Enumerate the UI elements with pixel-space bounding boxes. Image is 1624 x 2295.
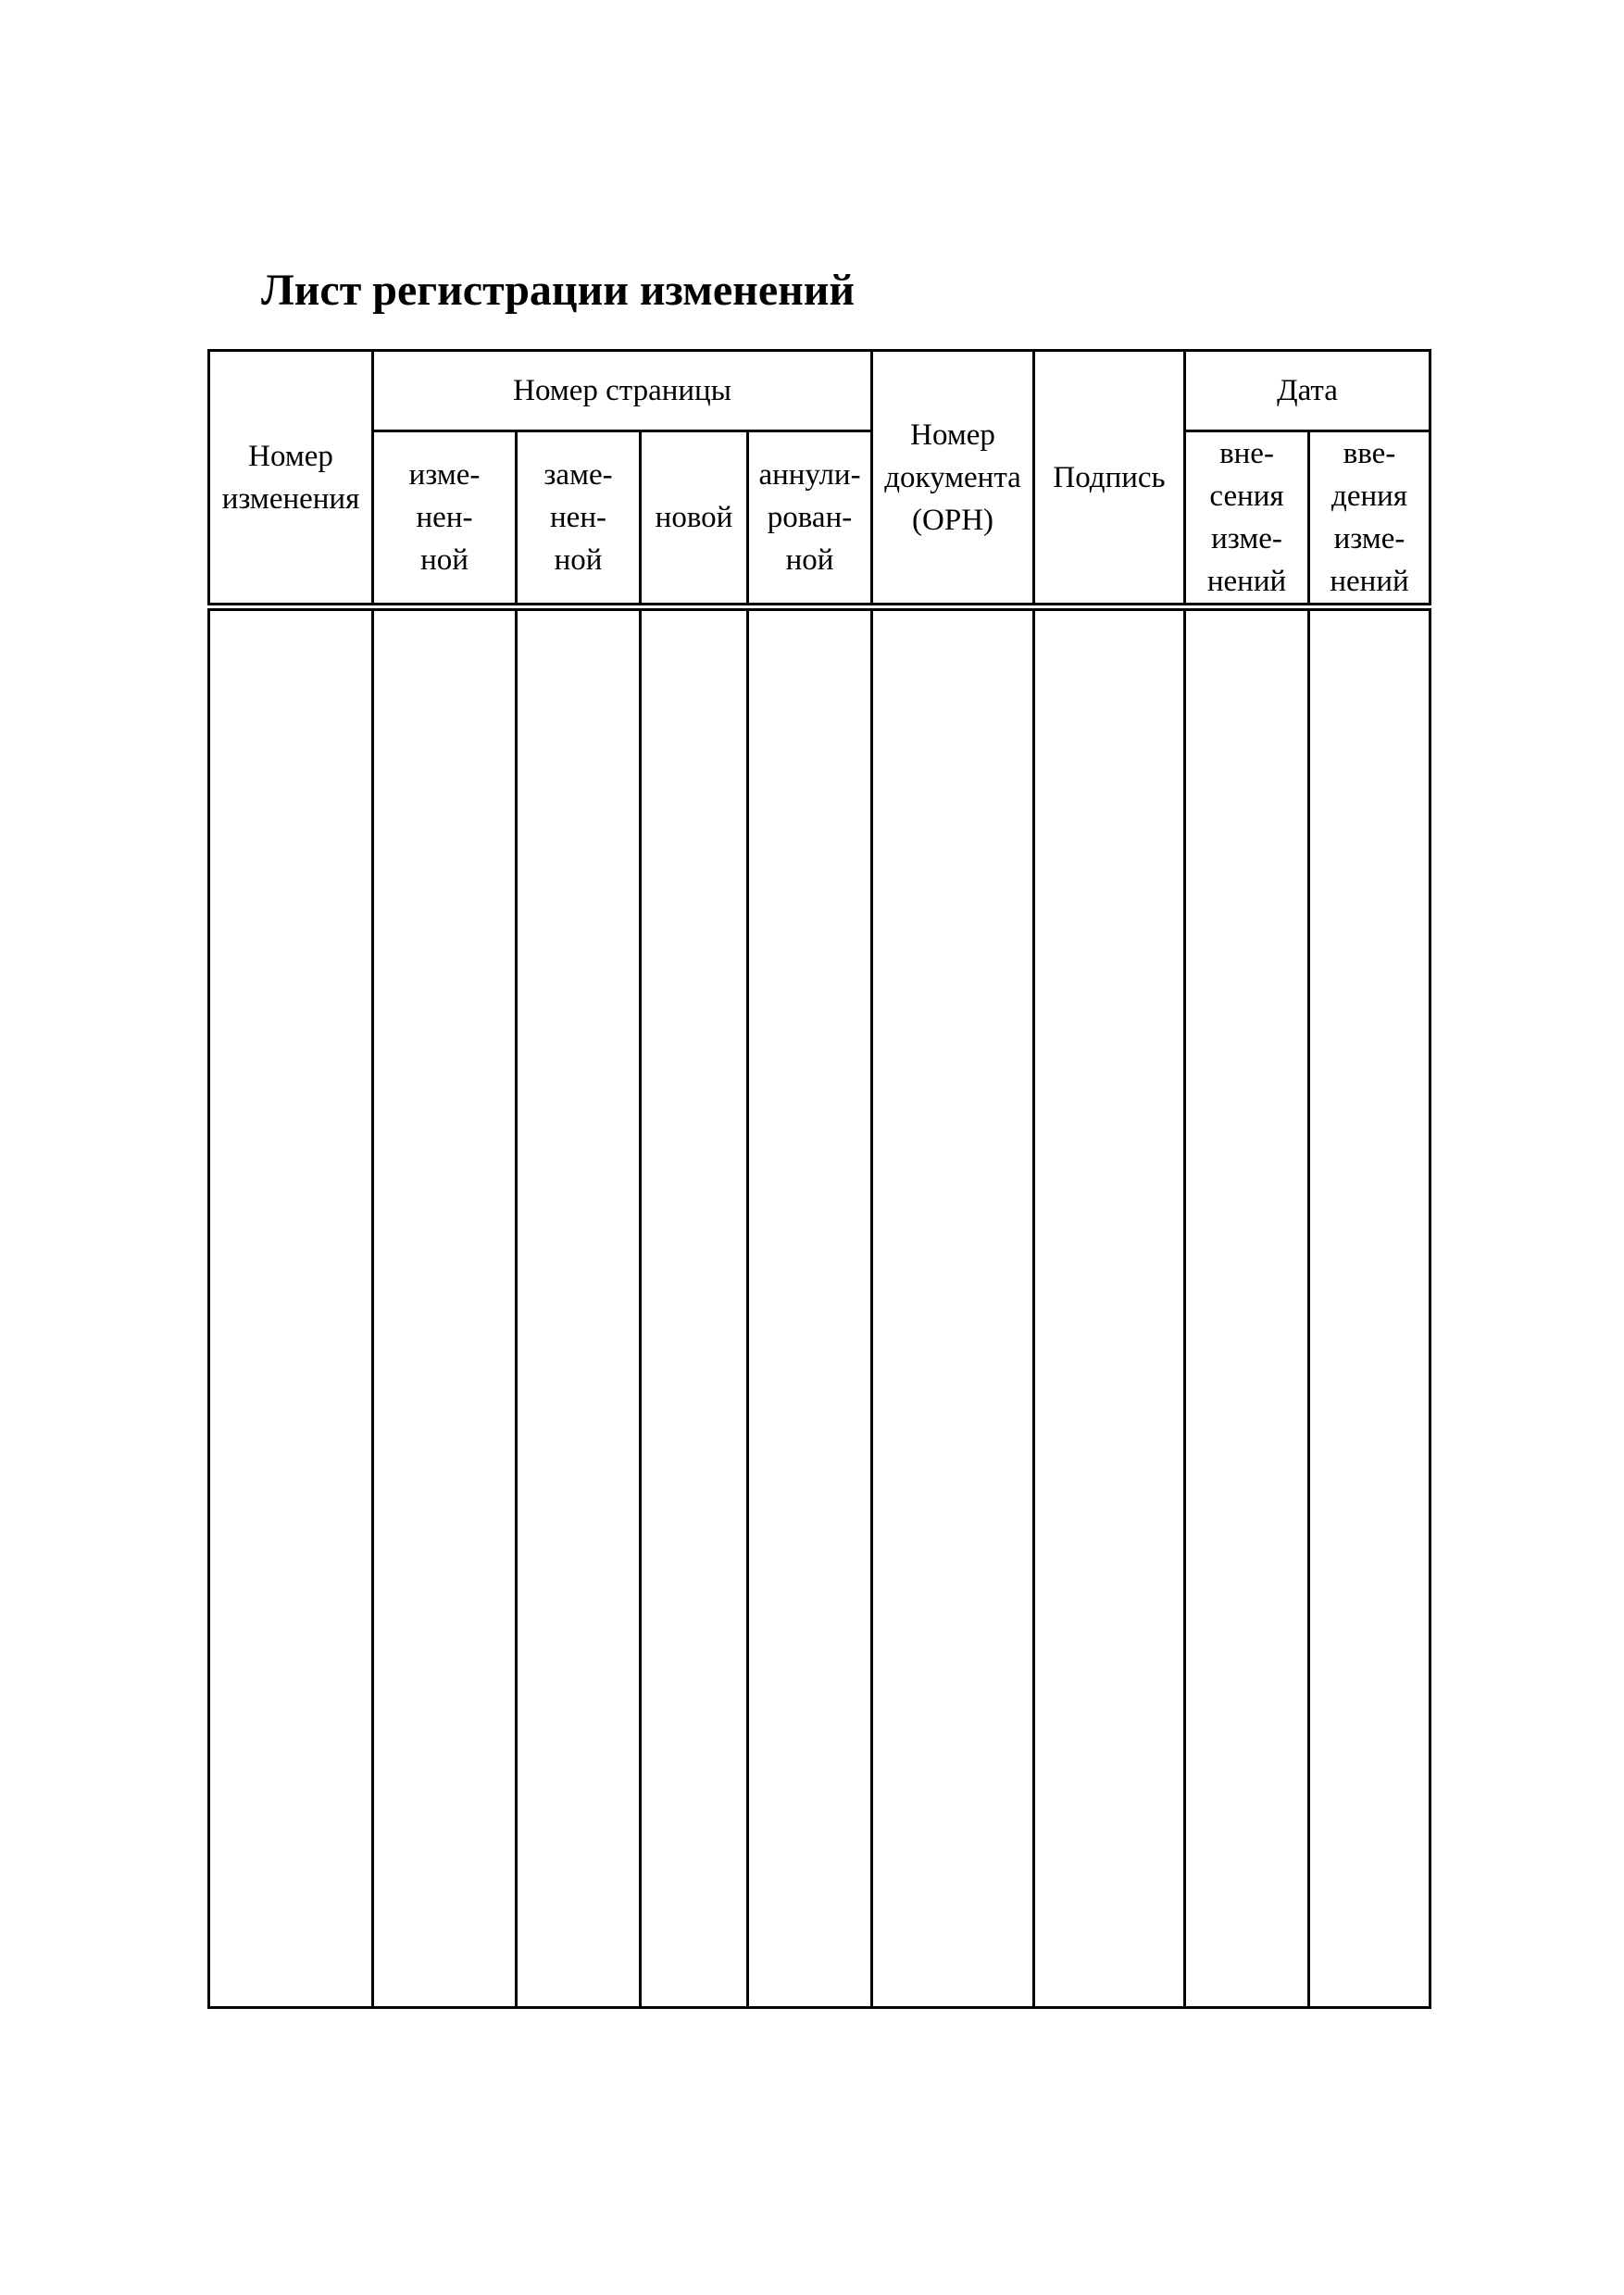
header-signature [1034,351,1185,607]
cell-date-entry[interactable] [1185,607,1309,2008]
header-date-group [1185,351,1430,431]
cell-replaced-page[interactable] [517,607,641,2008]
cell-new-page[interactable] [641,607,748,2008]
header-document-number-label: Номер документа (ОРН) [884,418,1021,537]
cell-signature[interactable] [1034,607,1185,2008]
header-date-effective [1309,431,1430,607]
header-date-entry [1185,431,1309,607]
header-changed-page-label: изме- нен- ной [408,458,481,577]
cell-changed-page[interactable] [373,607,517,2008]
header-date-effective-label: вве- дения изме- нений [1330,437,1409,598]
header-annulled-page-label: аннули- рован- ной [758,458,861,577]
page-title: Лист регистрации изменений [261,266,856,315]
header-changed-page [373,431,517,607]
header-new-page [641,431,748,607]
cell-change-number[interactable] [209,607,373,2008]
change-registration-table [207,349,1431,2009]
table-row [209,607,1430,2008]
header-date-group-label: Дата [1277,374,1338,407]
header-date-entry-label: вне- сения изме- нений [1206,437,1287,598]
cell-document-number[interactable] [872,607,1034,2008]
header-replaced-page-label: заме- нен- ной [543,458,613,577]
cell-annulled-page[interactable] [748,607,872,2008]
header-document-number [872,351,1034,607]
header-new-page-label: новой [655,501,733,534]
cell-date-effective[interactable] [1309,607,1430,2008]
header-page-number-group-label: Номер страницы [513,374,731,407]
header-change-number [209,351,373,607]
header-change-number-label: Номер изменения [221,439,360,516]
header-replaced-page [517,431,641,607]
header-page-number-group [373,351,872,431]
header-annulled-page [748,431,872,607]
header-signature-label: Подпись [1053,460,1166,494]
